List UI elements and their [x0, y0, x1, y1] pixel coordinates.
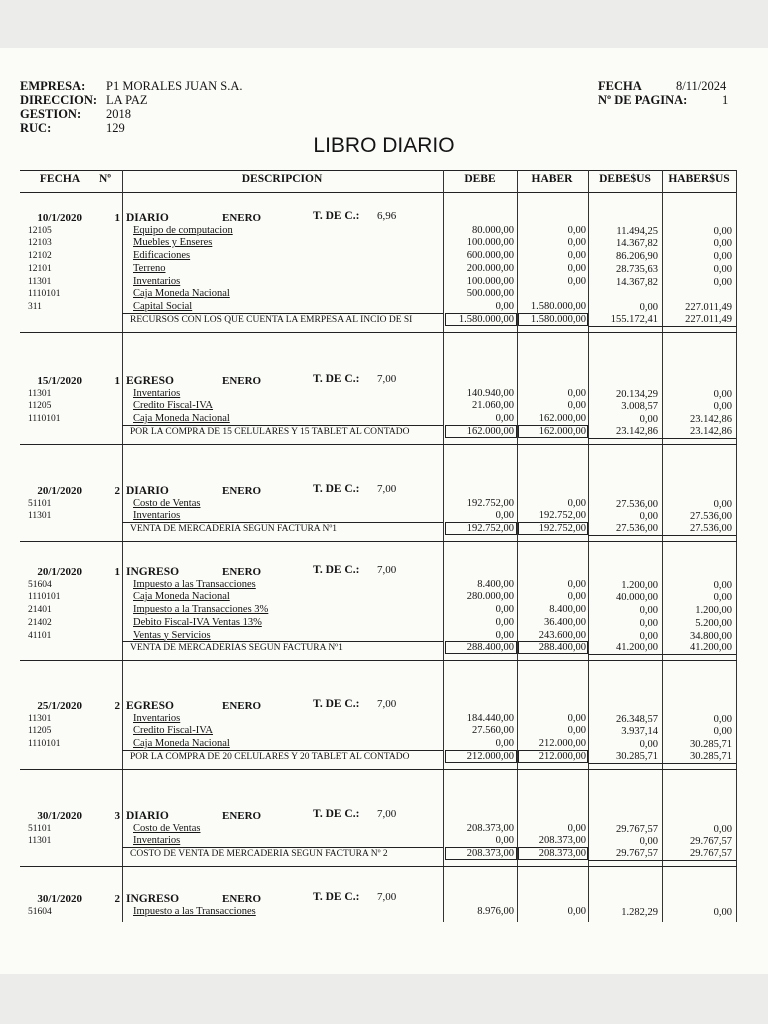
credit-amount: 0,00	[567, 237, 586, 249]
credit-usd-amount: 0,00	[713, 823, 732, 835]
credit-amount: 0,00	[567, 712, 586, 724]
entry-date: 30/1/2020	[37, 810, 82, 822]
total-debit: 1.580.000,00	[458, 313, 514, 325]
total-credit-usd: 27.536,00	[690, 523, 732, 535]
account-code: 21401	[28, 605, 52, 616]
col-debe: DEBE	[464, 173, 496, 185]
header-top-rule	[20, 170, 737, 171]
entry-number: 1	[114, 566, 120, 578]
account-name: Credito Fiscal-IVA	[133, 725, 214, 737]
exchange-rate-value: 7,00	[377, 373, 397, 385]
credit-amount: 0,00	[567, 275, 586, 287]
credit-usd-amount: 34.800,00	[690, 630, 732, 642]
debit-amount: 0,00	[495, 300, 514, 312]
debit-amount: 27.560,00	[472, 725, 514, 737]
entry-date: 20/1/2020	[37, 566, 82, 578]
credit-amount: 162.000,00	[538, 413, 586, 425]
total-debit-usd: 155.172,41	[610, 313, 658, 325]
debit-amount: 0,00	[495, 629, 514, 641]
debit-usd-amount: 0,00	[639, 511, 658, 523]
credit-amount: 208.373,00	[538, 835, 586, 847]
account-name: Caja Moneda Nacional	[133, 288, 230, 300]
ruc-value: 129	[106, 121, 125, 135]
debit-usd-amount: 0,00	[639, 836, 658, 848]
debit-usd-amount: 0,00	[639, 739, 658, 751]
account-code: 11205	[28, 726, 52, 737]
debit-amount: 8.400,00	[477, 578, 514, 590]
credit-usd-amount: 0,00	[713, 906, 732, 918]
entry-number: 2	[114, 700, 120, 712]
credit-amount: 243.600,00	[538, 629, 586, 641]
entry-date: 25/1/2020	[37, 700, 82, 712]
debit-usd-amount: 0,00	[639, 617, 658, 629]
account-name: Caja Moneda Nacional	[133, 738, 230, 750]
credit-amount: 0,00	[567, 591, 586, 603]
credit-usd-amount: 0,00	[713, 726, 732, 738]
entry-gloss: POR LA COMPRA DE 20 CELULARES Y 20 TABLET AL CONTADO	[130, 751, 410, 762]
entry-date: 15/1/2020	[37, 375, 82, 387]
total-debit-usd: 30.285,71	[616, 750, 658, 762]
debit-amount: 0,00	[495, 616, 514, 628]
account-code: 41101	[28, 630, 52, 641]
credit-usd-amount: 0,00	[713, 498, 732, 510]
account-code: 21402	[28, 617, 52, 628]
credit-amount: 1.580.000,00	[530, 300, 586, 312]
account-name: Impuesto a las Transacciones	[133, 905, 256, 917]
entry-month: ENERO	[222, 810, 262, 822]
debit-amount: 0,00	[495, 835, 514, 847]
account-code: 1110101	[28, 739, 61, 750]
account-code: 1110101	[28, 592, 61, 603]
exchange-rate-label: T. DE C.:	[313, 564, 360, 576]
credit-usd-amount: 29.767,57	[690, 836, 732, 848]
fecha-label: FECHA	[598, 79, 642, 93]
total-debit-usd: 29.767,57	[616, 848, 658, 860]
entry-type: EGRESO	[126, 700, 174, 712]
entry-type: INGRESO	[126, 566, 180, 578]
account-name: Inventarios	[133, 510, 181, 522]
entry-gloss: RECURSOS CON LOS QUE CUENTA LA EMRPESA AL INCIO DE SI	[130, 314, 413, 325]
entry-type: EGRESO	[126, 375, 174, 387]
debit-amount: 200.000,00	[466, 262, 514, 274]
account-name: Impuesto a las Transacciones	[133, 578, 256, 590]
debit-amount: 0,00	[495, 738, 514, 750]
credit-amount: 8.400,00	[549, 604, 586, 616]
divider-haber-us	[662, 170, 663, 922]
debit-usd-amount: 28.735,63	[616, 263, 658, 275]
account-code: 51101	[28, 823, 52, 834]
col-fecha: FECHA	[39, 173, 81, 185]
debit-amount: 21.060,00	[472, 400, 514, 412]
entry-month: ENERO	[222, 893, 262, 905]
account-code: 12103	[28, 238, 52, 249]
entry-gloss: VENTA DE MERCADERIAS SEGUN FACTURA Nº1	[130, 643, 343, 654]
entry-number: 1	[114, 212, 120, 224]
total-credit-usd: 29.767,57	[690, 848, 732, 860]
debit-usd-amount: 0,00	[639, 630, 658, 642]
account-code: 11301	[28, 713, 52, 724]
credit-amount: 0,00	[567, 387, 586, 399]
entry-type: DIARIO	[126, 485, 169, 497]
credit-amount: 0,00	[567, 262, 586, 274]
fecha-value: 8/11/2024	[676, 79, 727, 93]
debit-usd-amount: 3.008,57	[621, 401, 658, 413]
credit-amount: 0,00	[567, 497, 586, 509]
total-debit-usd: 23.142,86	[616, 425, 658, 437]
entry-date: 10/1/2020	[37, 212, 82, 224]
account-name: Costo de Ventas	[133, 497, 201, 509]
credit-usd-amount: 0,00	[713, 263, 732, 275]
direccion-value: LA PAZ	[106, 93, 148, 107]
credit-amount: 0,00	[567, 578, 586, 590]
account-code: 11301	[28, 388, 52, 399]
col-haber-us: HABER$US	[668, 173, 730, 185]
total-debit-usd: 41.200,00	[616, 642, 658, 654]
total-credit: 208.373,00	[538, 848, 586, 860]
credit-usd-amount: 0,00	[713, 276, 732, 288]
col-debe-us: DEBE$US	[599, 173, 651, 185]
credit-usd-amount: 1.200,00	[695, 605, 732, 617]
credit-amount: 0,00	[567, 822, 586, 834]
divider-debe	[443, 170, 444, 922]
account-name: Debito Fiscal-IVA Ventas 13%	[133, 616, 262, 628]
entry-separator	[20, 660, 737, 661]
credit-usd-amount: 0,00	[713, 251, 732, 263]
entry-type: DIARIO	[126, 810, 169, 822]
debit-amount: 0,00	[495, 604, 514, 616]
debit-usd-amount: 0,00	[639, 605, 658, 617]
debit-usd-amount: 11.494,25	[616, 225, 658, 237]
header-bottom-rule	[20, 192, 737, 193]
credit-amount: 212.000,00	[538, 738, 586, 750]
entry-gloss: VENTA DE MERCADERIA SEGUN FACTURA Nº1	[130, 524, 338, 535]
exchange-rate-label: T. DE C.:	[313, 373, 360, 385]
account-name: Inventarios	[133, 387, 181, 399]
total-credit: 192.752,00	[538, 523, 586, 535]
account-name: Costo de Ventas	[133, 822, 201, 834]
credit-usd-amount: 0,00	[713, 225, 732, 237]
credit-usd-amount: 0,00	[713, 713, 732, 725]
debit-amount: 0,00	[495, 413, 514, 425]
account-code: 12102	[28, 251, 52, 262]
debit-usd-amount: 3.937,14	[621, 726, 658, 738]
account-name: Impuesto a la Transacciones 3%	[133, 604, 269, 616]
total-debit: 162.000,00	[466, 425, 514, 437]
divider-right	[736, 170, 737, 922]
total-debit-usd: 27.536,00	[616, 523, 658, 535]
gestion-label: GESTION:	[20, 107, 82, 121]
divider-debe-us	[588, 170, 589, 922]
entry-number: 2	[114, 485, 120, 497]
entry-type: INGRESO	[126, 893, 180, 905]
account-name: Capital Social	[133, 300, 193, 312]
account-name: Inventarios	[133, 275, 181, 287]
empresa-label: EMPRESA:	[20, 79, 86, 93]
entry-separator	[20, 866, 737, 867]
entry-gloss: POR LA COMPRA DE 15 CELULARES Y 15 TABLET AL CONTADO	[130, 426, 410, 437]
credit-usd-amount: 23.142,86	[690, 414, 732, 426]
entry-number: 3	[114, 810, 120, 822]
exchange-rate-label: T. DE C.:	[313, 483, 360, 495]
entry-number: 2	[114, 893, 120, 905]
credit-amount: 0,00	[567, 905, 586, 917]
entry-month: ENERO	[222, 566, 262, 578]
entry-month: ENERO	[222, 375, 262, 387]
total-credit-usd: 41.200,00	[690, 642, 732, 654]
account-code: 311	[28, 301, 42, 312]
debit-usd-amount: 26.348,57	[616, 713, 658, 725]
exchange-rate-value: 7,00	[377, 891, 397, 903]
credit-amount: 0,00	[567, 400, 586, 412]
credit-amount: 0,00	[567, 224, 586, 236]
account-name: Equipo de computacion	[133, 224, 233, 236]
ruc-label: RUC:	[20, 121, 52, 135]
account-name: Caja Moneda Nacional	[133, 413, 230, 425]
direccion-label: DIRECCION:	[20, 93, 98, 107]
credit-amount: 0,00	[567, 250, 586, 262]
pagina-value: 1	[722, 93, 729, 107]
entry-date: 30/1/2020	[37, 893, 82, 905]
entry-month: ENERO	[222, 700, 262, 712]
debit-amount: 184.440,00	[466, 712, 514, 724]
debit-amount: 80.000,00	[472, 224, 514, 236]
total-debit: 212.000,00	[466, 750, 514, 762]
debit-amount: 192.752,00	[466, 497, 514, 509]
credit-amount: 0,00	[567, 725, 586, 737]
debit-amount: 280.000,00	[466, 591, 514, 603]
debit-amount: 8.976,00	[477, 905, 514, 917]
debit-usd-amount: 1.282,29	[621, 906, 658, 918]
empresa-value: P1 MORALES JUAN S.A.	[106, 79, 243, 93]
credit-amount: 36.400,00	[544, 616, 586, 628]
exchange-rate-label: T. DE C.:	[313, 698, 360, 710]
entry-month: ENERO	[222, 212, 262, 224]
col-numero: Nº	[98, 173, 112, 185]
total-credit: 288.400,00	[538, 642, 586, 654]
credit-usd-amount: 227.011,49	[685, 301, 732, 313]
debit-usd-amount: 0,00	[639, 301, 658, 313]
debit-amount: 0,00	[495, 510, 514, 522]
total-credit-usd: 23.142,86	[690, 425, 732, 437]
total-debit: 208.373,00	[466, 848, 514, 860]
credit-usd-amount: 0,00	[713, 579, 732, 591]
gestion-value: 2018	[106, 107, 131, 121]
exchange-rate-label: T. DE C.:	[313, 808, 360, 820]
entry-separator	[20, 541, 737, 542]
exchange-rate-value: 7,00	[377, 483, 397, 495]
entry-date: 20/1/2020	[37, 485, 82, 497]
total-debit: 192.752,00	[466, 523, 514, 535]
page-title: LIBRO DIARIO	[313, 134, 455, 157]
account-name: Inventarios	[133, 835, 181, 847]
credit-usd-amount: 27.536,00	[690, 511, 732, 523]
exchange-rate-value: 6,96	[377, 210, 397, 222]
debit-usd-amount: 0,00	[639, 414, 658, 426]
debit-usd-amount: 29.767,57	[616, 823, 658, 835]
account-name: Ventas y Servicios	[133, 629, 211, 641]
account-code: 11301	[28, 511, 52, 522]
debit-amount: 100.000,00	[466, 237, 514, 249]
credit-usd-amount: 5.200,00	[695, 617, 732, 629]
exchange-rate-value: 7,00	[377, 564, 397, 576]
account-name: Credito Fiscal-IVA	[133, 400, 214, 412]
pagina-label: Nº DE PAGINA:	[598, 93, 688, 107]
debit-amount: 600.000,00	[466, 250, 514, 262]
col-haber: HABER	[531, 173, 573, 185]
col-descripcion: DESCRIPCION	[241, 173, 323, 185]
debit-usd-amount: 14.367,82	[616, 276, 658, 288]
debit-usd-amount: 40.000,00	[616, 592, 658, 604]
total-credit: 1.580.000,00	[530, 313, 586, 325]
total-credit-usd: 30.285,71	[690, 750, 732, 762]
entry-separator	[20, 769, 737, 770]
credit-usd-amount: 0,00	[713, 388, 732, 400]
account-code: 51604	[28, 906, 52, 917]
debit-amount: 500.000,00	[466, 288, 514, 300]
entry-gloss: COSTO DE VENTA DE MERCADERIA SEGUN FACTURA Nº 2	[130, 849, 388, 860]
exchange-rate-value: 7,00	[377, 808, 397, 820]
exchange-rate-label: T. DE C.:	[313, 891, 360, 903]
total-credit: 212.000,00	[538, 750, 586, 762]
debit-usd-amount: 14.367,82	[616, 238, 658, 250]
entry-type: DIARIO	[126, 212, 169, 224]
total-credit-usd: 227.011,49	[685, 313, 732, 325]
exchange-rate-value: 7,00	[377, 698, 397, 710]
account-name: Caja Moneda Nacional	[133, 591, 230, 603]
debit-amount: 208.373,00	[466, 822, 514, 834]
exchange-rate-label: T. DE C.:	[313, 210, 360, 222]
divider-desc	[122, 170, 123, 922]
debit-usd-amount: 86.206,90	[616, 251, 658, 263]
total-debit: 288.400,00	[466, 642, 514, 654]
entry-separator	[20, 332, 737, 333]
credit-usd-amount: 0,00	[713, 238, 732, 250]
account-code: 11301	[28, 276, 52, 287]
account-code: 51604	[28, 579, 52, 590]
account-code: 51101	[28, 498, 52, 509]
account-name: Muebles y Enseres	[133, 237, 213, 249]
debit-usd-amount: 1.200,00	[621, 579, 658, 591]
entry-number: 1	[114, 375, 120, 387]
debit-amount: 100.000,00	[466, 275, 514, 287]
account-code: 11301	[28, 836, 52, 847]
account-code: 1110101	[28, 414, 61, 425]
account-name: Inventarios	[133, 712, 181, 724]
credit-usd-amount: 0,00	[713, 401, 732, 413]
debit-usd-amount: 20.134,29	[616, 388, 658, 400]
account-code: 12101	[28, 263, 52, 274]
account-name: Terreno	[133, 262, 166, 274]
account-code: 11205	[28, 401, 52, 412]
account-code: 12105	[28, 225, 52, 236]
account-name: Edificaciones	[133, 250, 191, 262]
credit-usd-amount: 0,00	[713, 592, 732, 604]
entry-separator	[20, 444, 737, 445]
total-credit: 162.000,00	[538, 425, 586, 437]
entry-month: ENERO	[222, 485, 262, 497]
debit-usd-amount: 27.536,00	[616, 498, 658, 510]
account-code: 1110101	[28, 289, 61, 300]
credit-amount: 192.752,00	[538, 510, 586, 522]
credit-usd-amount: 30.285,71	[690, 739, 732, 751]
debit-amount: 140.940,00	[466, 387, 514, 399]
